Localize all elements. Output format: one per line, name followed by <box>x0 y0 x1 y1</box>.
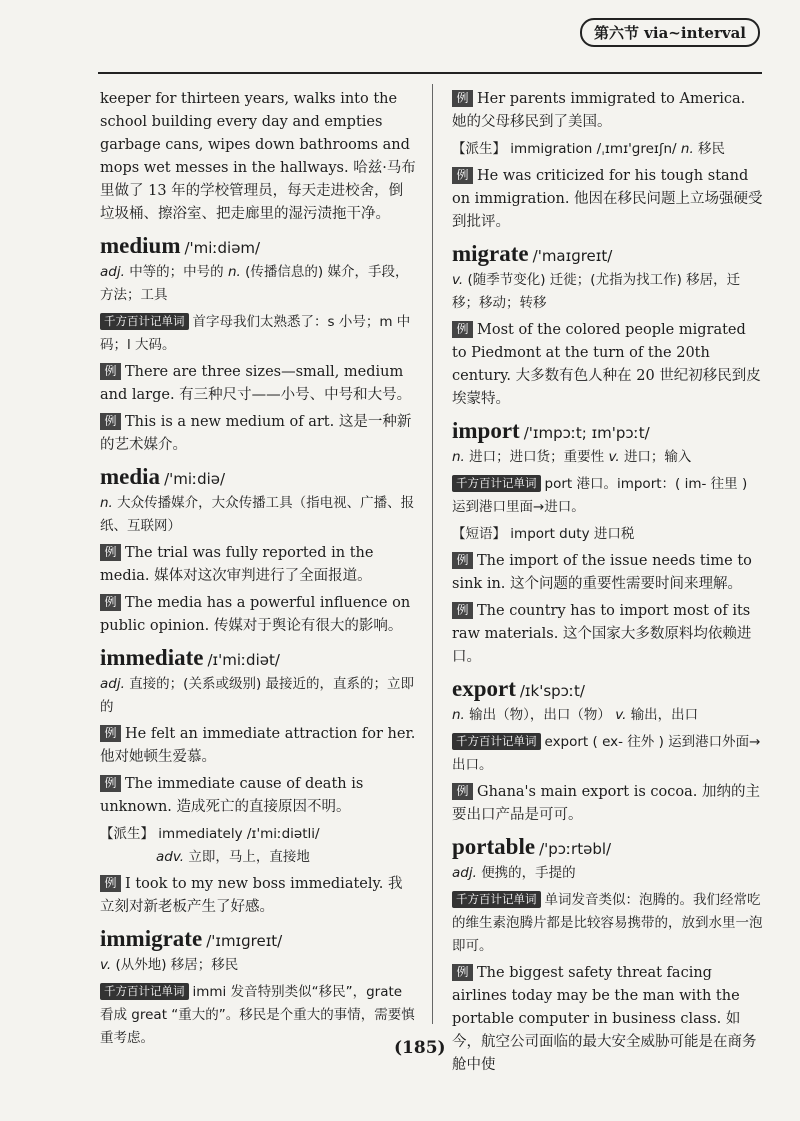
example-text: The biggest safety threat facing airlines today may be the man with the portable computer in business class. 如今，航空公司面临的最大安全威胁可能是在商务舱中使 <box>452 965 757 1073</box>
definition-text: 便携的，手提的 <box>481 865 576 881</box>
example-mark: 例 <box>100 875 121 892</box>
left-column <box>100 88 416 1054</box>
example-text: Her parents immigrated to America. 她的父母移民到了美国。 <box>452 91 746 130</box>
derived-label: 【派生】 <box>452 141 506 157</box>
part-of-speech: v. <box>452 272 464 288</box>
example <box>452 550 764 596</box>
part-of-speech: adj. <box>452 865 477 881</box>
phrase-text: import duty 进口税 <box>510 526 635 542</box>
entry-immediate <box>100 646 416 673</box>
page-number: (185) <box>394 1038 446 1058</box>
example <box>100 542 416 588</box>
definition <box>452 704 764 727</box>
example-mark: 例 <box>452 321 473 338</box>
part-of-speech: n. <box>452 449 465 465</box>
tip-text: export ( ex- 往外 ) 运到港口外面→出口。 <box>452 734 761 773</box>
part-of-speech: n. <box>100 495 113 511</box>
memory-tag: 千方百计记单词 <box>452 475 541 492</box>
memory-tag: 千方百计记单词 <box>100 983 189 1000</box>
part-of-speech: v. <box>100 957 112 973</box>
tip-text: 单词发音类似：泡腾的。我们经常吃的维生素泡腾片都是比较容易携带的，放到水里一泡即可。 <box>452 892 763 954</box>
part-of-speech: n. <box>227 264 241 280</box>
definition-text: (从外地) 移居；移民 <box>115 957 239 973</box>
definition <box>452 862 764 885</box>
derived-definition: 立即，马上，直接地 <box>188 849 310 865</box>
part-of-speech: v. <box>615 707 627 723</box>
header-rule <box>98 72 762 74</box>
pronunciation: /'miːdiə/ <box>164 470 226 488</box>
headword: medium <box>100 233 181 258</box>
memory-tag: 千方百计记单词 <box>452 891 541 908</box>
derived-label: 【派生】 <box>100 826 154 842</box>
intro-paragraph: keeper for thirteen years, walks into the school building every day and empties garbage cans, wipes down bathrooms and mops wet messes in the hallways. 哈兹·马布里做了 13 年的学校管理员，每天走进校舍，倒垃圾桶、擦浴室、把走廊里的湿污渍拖干净。 <box>100 91 416 222</box>
entry-import <box>452 419 764 446</box>
entry-media <box>100 465 416 492</box>
memory-tip <box>100 981 416 1050</box>
tip-text: immi 发音特别类似“移民”，grate 看成 great “重大的”。移民是个重大的事情，需要慎重考虑。 <box>100 984 415 1046</box>
memory-tag: 千方百计记单词 <box>100 313 189 330</box>
definition <box>100 492 416 538</box>
example-mark: 例 <box>452 552 473 569</box>
derived-definition: 移民 <box>698 141 726 157</box>
tip-text: 首字母我们太熟悉了：s 小号；m 中码；l 大码。 <box>100 314 411 353</box>
example-mark: 例 <box>100 413 121 430</box>
definition <box>100 954 416 977</box>
part-of-speech: n. <box>680 141 694 157</box>
example <box>452 88 764 134</box>
definition <box>452 269 764 315</box>
part-of-speech: n. <box>452 707 465 723</box>
example-mark: 例 <box>452 167 473 184</box>
section-header: 第六节 via~interval <box>580 18 760 47</box>
entry-migrate <box>452 242 764 269</box>
definition-text: 大众传播媒介，大众传播工具（指电视、广播、报纸、互联网） <box>100 495 415 534</box>
headword: portable <box>452 834 536 859</box>
definition <box>100 261 416 307</box>
headword: immigrate <box>100 926 203 951</box>
example-text: The immediate cause of death is unknown. 造成死亡的直接原因不明。 <box>100 776 364 815</box>
definition-text: (传播信息的) 媒介，手段，方法；工具 <box>100 264 409 303</box>
entry-portable <box>452 835 764 862</box>
column-divider <box>432 84 433 1024</box>
example <box>100 592 416 638</box>
example-text: The trial was fully reported in the media. 媒体对这次审判进行了全面报道。 <box>100 545 374 584</box>
example-mark: 例 <box>452 964 473 981</box>
example-text: There are three sizes—small, medium and large. 有三种尺寸——小号、中号和大号。 <box>100 364 412 403</box>
part-of-speech: v. <box>608 449 620 465</box>
memory-tip <box>452 731 764 777</box>
example-text: He felt an immediate attraction for her. 他对她顿生爱慕。 <box>100 726 416 765</box>
pronunciation: /'ɪmɪɡreɪt/ <box>206 932 283 950</box>
definition-text: 直接的；(关系或级别) 最接近的，直系的；立即的 <box>100 676 415 715</box>
memory-tag: 千方百计记单词 <box>452 733 541 750</box>
example-text: Most of the colored people migrated to Piedmont at the turn of the 20th century. 大多数有色人种在 20 世纪初移民到皮埃蒙特。 <box>452 322 761 407</box>
derived-word: immigration /ˌɪmɪ'ɡreɪʃn/ <box>510 141 677 157</box>
part-of-speech: adj. <box>100 676 125 692</box>
pronunciation: /'pɔːrtəbl/ <box>539 840 612 858</box>
pronunciation: /'miːdiəm/ <box>184 239 261 257</box>
example-text: The country has to import most of its raw materials. 这个国家大多数原料均依赖进口。 <box>452 603 752 665</box>
derived-form <box>100 823 416 869</box>
definition <box>100 673 416 719</box>
example-mark: 例 <box>100 363 121 380</box>
memory-tip <box>452 473 764 519</box>
definition <box>452 446 764 469</box>
example-text: The import of the issue needs time to sink in. 这个问题的重要性需要时间来理解。 <box>452 553 752 592</box>
example-text: The media has a powerful influence on public opinion. 传媒对于舆论有很大的影响。 <box>100 595 411 634</box>
part-of-speech: adv. <box>156 849 185 865</box>
example-text: Ghana's main export is cocoa. 加纳的主要出口产品是可可。 <box>452 784 760 823</box>
example-mark: 例 <box>100 725 121 742</box>
definition-text: (随季节变化) 迁徙；(尤指为找工作) 移居，迁移；移动；转移 <box>452 272 741 311</box>
example-mark: 例 <box>452 602 473 619</box>
pronunciation: /'maɪɡreɪt/ <box>532 247 613 265</box>
example-mark: 例 <box>100 544 121 561</box>
phrase <box>452 523 764 546</box>
entry-medium <box>100 234 416 261</box>
example <box>452 962 764 1077</box>
headword: export <box>452 676 516 701</box>
definition-text: 输出（物），出口（物） <box>469 707 611 723</box>
definition-text: 中等的；中号的 <box>129 264 224 280</box>
memory-tip <box>452 889 764 958</box>
definition-text: 输出，出口 <box>630 707 699 723</box>
example <box>100 723 416 769</box>
example-text: This is a new medium of art. 这是一种新的艺术媒介。 <box>100 414 412 453</box>
entry-export <box>452 677 764 704</box>
example-mark: 例 <box>100 775 121 792</box>
page-number-text: 185 <box>402 1038 438 1058</box>
headword: import <box>452 418 520 443</box>
entry-immigrate <box>100 927 416 954</box>
derived-word: immediately /ɪ'miːdiətli/ <box>158 826 320 842</box>
example <box>452 600 764 669</box>
example-text: I took to my new boss immediately. 我立刻对新老板产生了好感。 <box>100 876 403 915</box>
example-mark: 例 <box>452 90 473 107</box>
example <box>100 361 416 407</box>
derived-form <box>452 138 764 161</box>
pronunciation: /ɪk'spɔːt/ <box>519 682 585 700</box>
headword: immediate <box>100 645 204 670</box>
headword: media <box>100 464 161 489</box>
phrase-label: 【短语】 <box>452 526 506 542</box>
memory-tip <box>100 311 416 357</box>
headword: migrate <box>452 241 529 266</box>
example <box>100 773 416 819</box>
definition-text: 进口；进口货；重要性 <box>469 449 605 465</box>
tip-text: port 港口。import：( im- 往里 ) 运到港口里面→进口。 <box>452 476 748 515</box>
example <box>452 165 764 234</box>
right-column <box>452 88 764 1081</box>
example-mark: 例 <box>100 594 121 611</box>
pronunciation: /ɪ'miːdiət/ <box>207 651 280 669</box>
definition-text: 进口；输入 <box>623 449 692 465</box>
example <box>452 319 764 411</box>
part-of-speech: adj. <box>100 264 125 280</box>
example <box>452 781 764 827</box>
pronunciation: /'ɪmpɔːt; ɪm'pɔːt/ <box>523 424 650 442</box>
example <box>100 411 416 457</box>
example-mark: 例 <box>452 783 473 800</box>
example-text: He was criticized for his tough stand on immigration. 他因在移民问题上立场强硬受到批评。 <box>452 168 763 230</box>
example <box>100 873 416 919</box>
